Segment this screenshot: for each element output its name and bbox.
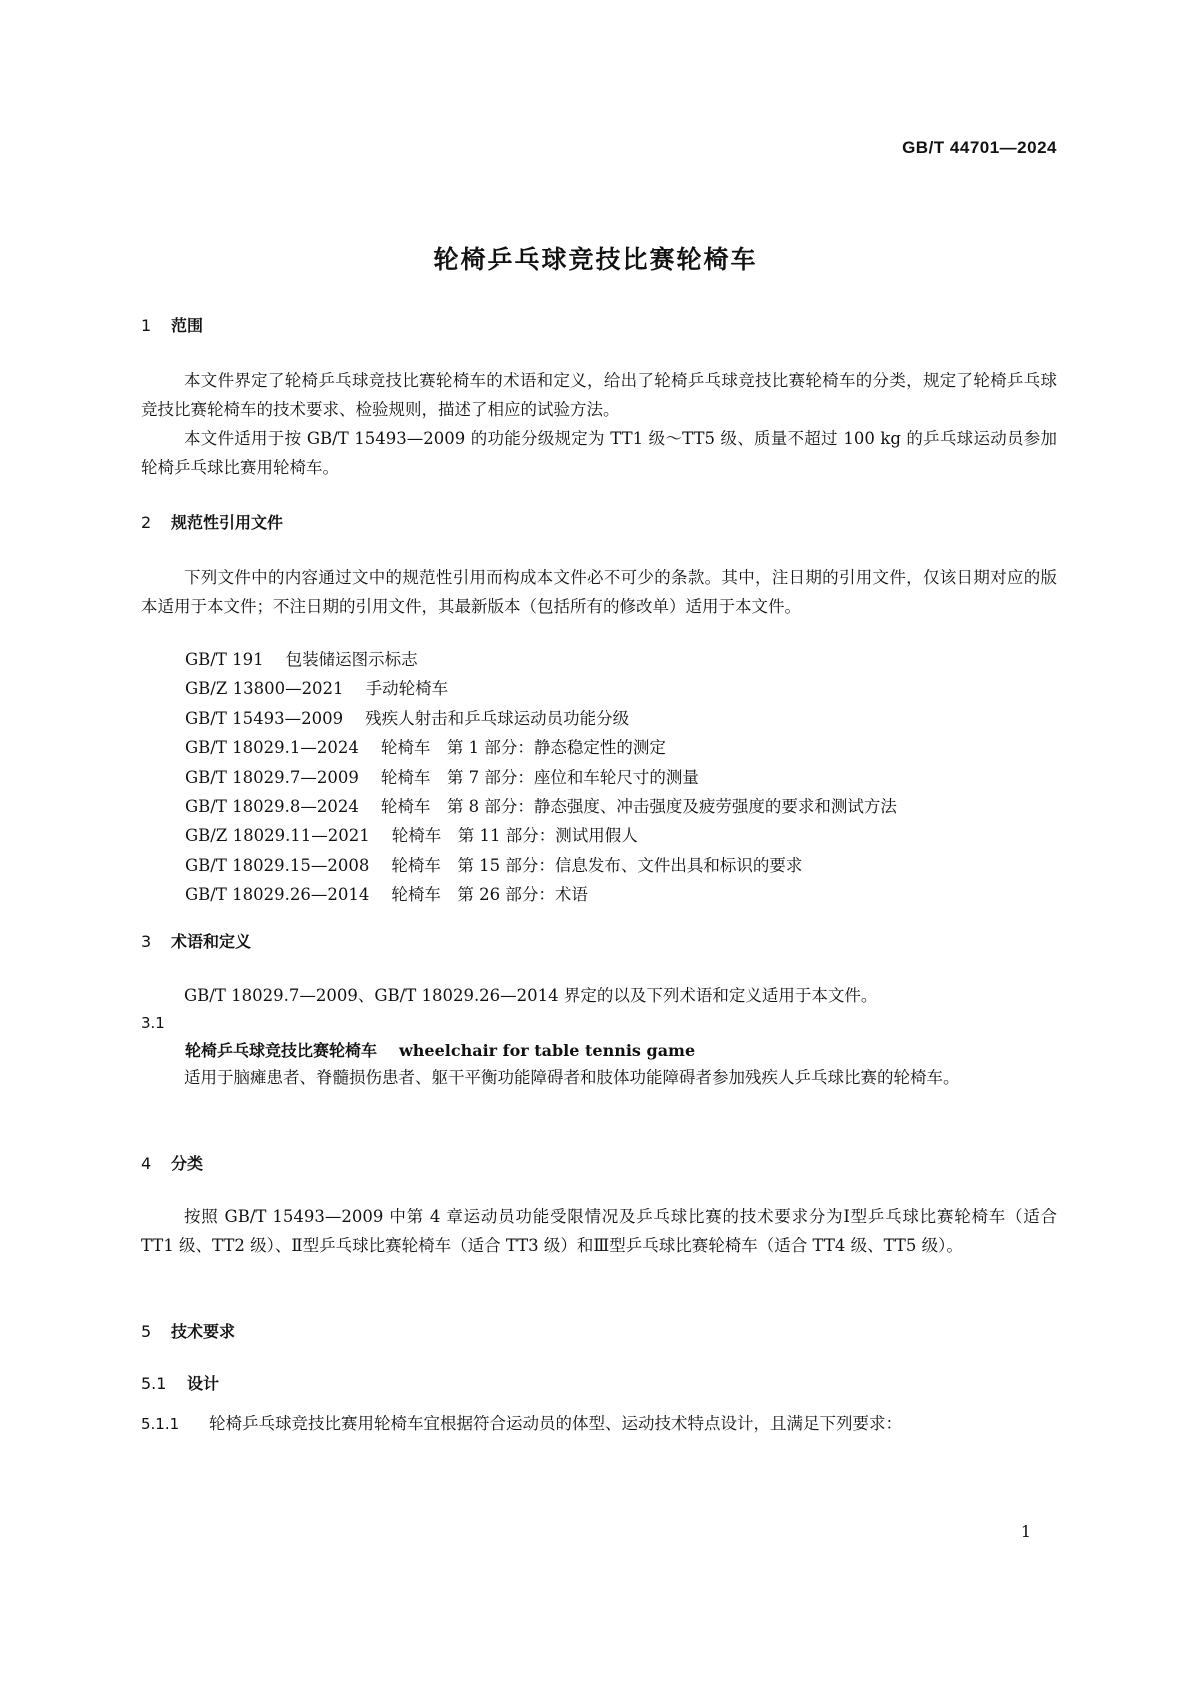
reference-title: 轮椅车 第 11 部分：测试用假人 bbox=[391, 826, 638, 846]
section-5-heading bbox=[141, 1319, 235, 1342]
reference-code: GB/T 18029.26—2014 bbox=[185, 885, 370, 905]
reference-code: GB/T 18029.1—2024 bbox=[185, 738, 359, 758]
reference-item bbox=[185, 851, 897, 880]
paragraph: 本文件界定了轮椅乒乓球竞技比赛轮椅车的术语和定义，给出了轮椅乒乓球竞技比赛轮椅车的分类，规定了轮椅乒乓球竞技比赛轮椅车的技术要求、检验规则，描述了相应的试验方法。 bbox=[141, 371, 1057, 419]
reference-item bbox=[185, 704, 897, 733]
paragraph: 按照 GB/T 15493—2009 中第 4 章运动员功能受限情况及乒乓球比赛的技术要求分为Ⅰ型乒乓球比赛轮椅车（适合 TT1 级、TT2 级）、Ⅱ型乒乓球比赛轮椅车（适合 TT3 级）和Ⅲ型乒乓球比赛轮椅车（适合 TT4 级、TT5 级）。 bbox=[141, 1207, 1057, 1255]
section-number: 2 bbox=[141, 513, 152, 532]
section-1-body bbox=[141, 366, 1057, 482]
clause-5-1-1 bbox=[141, 1410, 902, 1434]
term-name-zh: 轮椅乒乓球竞技比赛轮椅车 bbox=[185, 1041, 378, 1060]
clause-text: 轮椅乒乓球竞技比赛用轮椅车宜根据符合运动员的体型、运动技术特点设计，且满足下列要求： bbox=[209, 1414, 902, 1433]
section-title: 术语和定义 bbox=[171, 932, 252, 951]
section-title: 技术要求 bbox=[171, 1322, 236, 1341]
paragraph: 下列文件中的内容通过文中的规范性引用而构成本文件必不可少的条款。其中，注日期的引用文件，仅该日期对应的版本适用于本文件；不注日期的引用文件，其最新版本（包括所有的修改单）适用于本文件。 bbox=[141, 568, 1057, 616]
reference-title: 手动轮椅车 bbox=[365, 679, 449, 699]
section-number: 5.1 bbox=[141, 1374, 167, 1393]
section-number: 4 bbox=[141, 1154, 152, 1173]
section-3-intro bbox=[141, 981, 1057, 1010]
reference-item bbox=[185, 645, 897, 674]
reference-code: GB/T 18029.15—2008 bbox=[185, 855, 370, 875]
reference-code: GB/Z 18029.11—2021 bbox=[185, 826, 370, 846]
paragraph: 适用于脑瘫患者、脊髓损伤患者、躯干平衡功能障碍者和肢体功能障碍者参加残疾人乒乓球比赛的轮椅车。 bbox=[184, 1068, 960, 1087]
reference-list bbox=[185, 645, 897, 910]
reference-title: 轮椅车 第 1 部分：静态稳定性的测定 bbox=[380, 738, 666, 758]
section-number: 1 bbox=[141, 316, 152, 335]
section-2-intro bbox=[141, 563, 1057, 621]
reference-item bbox=[185, 763, 897, 792]
section-title: 规范性引用文件 bbox=[171, 513, 284, 532]
section-title: 设计 bbox=[187, 1374, 220, 1393]
reference-title: 轮椅车 第 15 部分：信息发布、文件出具和标识的要求 bbox=[391, 855, 803, 875]
section-number: 3 bbox=[141, 932, 152, 951]
section-2-heading bbox=[141, 510, 283, 533]
term-definition bbox=[141, 1063, 1057, 1092]
section-3-heading bbox=[141, 929, 251, 952]
reference-title: 轮椅车 第 26 部分：术语 bbox=[391, 885, 588, 905]
document-title: 轮椅乒乓球竞技比赛轮椅车 bbox=[433, 245, 758, 274]
reference-code: GB/Z 13800—2021 bbox=[185, 679, 344, 699]
reference-item bbox=[185, 821, 897, 850]
term-name-en: wheelchair for table tennis game bbox=[399, 1041, 696, 1060]
term-number: 3.1 bbox=[141, 1014, 165, 1032]
standard-code: GB/T 44701—2024 bbox=[902, 138, 1057, 157]
section-1-heading bbox=[141, 313, 203, 336]
term-name bbox=[185, 1038, 695, 1061]
reference-title: 轮椅车 第 7 部分：座位和车轮尺寸的测量 bbox=[380, 767, 699, 787]
section-title: 范围 bbox=[171, 316, 204, 335]
section-number: 5 bbox=[141, 1322, 152, 1341]
reference-item bbox=[185, 880, 897, 909]
page-number: 1 bbox=[1020, 1522, 1031, 1541]
reference-code: GB/T 18029.8—2024 bbox=[185, 797, 359, 817]
section-4-body bbox=[141, 1202, 1057, 1260]
reference-title: 包装储运图示标志 bbox=[285, 650, 418, 669]
reference-item bbox=[185, 733, 897, 762]
reference-item bbox=[185, 792, 897, 821]
paragraph: 本文件适用于按 GB/T 15493—2009 的功能分级规定为 TT1 级～TT5 级、质量不超过 100 kg 的乒乓球运动员参加轮椅乒乓球比赛用轮椅车。 bbox=[141, 429, 1057, 477]
reference-item bbox=[185, 674, 897, 703]
reference-code: GB/T 18029.7—2009 bbox=[185, 767, 359, 787]
reference-code: GB/T 15493—2009 bbox=[185, 708, 344, 728]
reference-title: 残疾人射击和乒乓球运动员功能分级 bbox=[365, 708, 630, 728]
section-4-heading bbox=[141, 1151, 203, 1174]
section-5-1-heading bbox=[141, 1371, 219, 1394]
paragraph: GB/T 18029.7—2009、GB/T 18029.26—2014 界定的以及下列术语和定义适用于本文件。 bbox=[184, 986, 878, 1005]
reference-code: GB/T 191 bbox=[185, 650, 264, 669]
reference-title: 轮椅车 第 8 部分：静态强度、冲击强度及疲劳强度的要求和测试方法 bbox=[380, 797, 897, 817]
clause-number: 5.1.1 bbox=[141, 1415, 180, 1433]
section-title: 分类 bbox=[171, 1154, 204, 1173]
